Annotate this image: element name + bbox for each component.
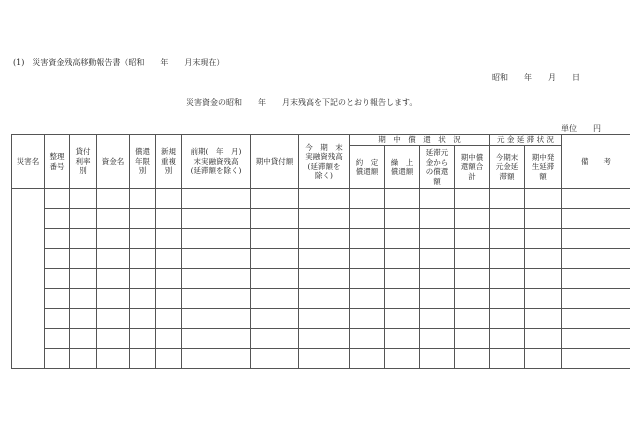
table-cell[interactable] <box>251 349 299 369</box>
table-cell[interactable] <box>251 229 299 249</box>
table-cell[interactable] <box>299 329 350 349</box>
table-cell[interactable] <box>350 309 385 329</box>
table-cell[interactable] <box>70 269 97 289</box>
table-cell[interactable] <box>156 189 182 209</box>
table-cell[interactable] <box>385 189 420 209</box>
table-cell[interactable] <box>182 229 251 249</box>
table-cell[interactable] <box>156 349 182 369</box>
report-date-line: 昭和 年 月 日 <box>492 73 580 82</box>
report-statement: 災害資金の昭和 年 月末残高を下記のとおり報告します。 <box>186 98 418 107</box>
table-cell[interactable] <box>562 249 630 269</box>
header-repayment-group: 期 中 償 還 状 況 <box>350 135 490 146</box>
table-cell[interactable] <box>156 289 182 309</box>
table-row <box>12 329 630 349</box>
disaster-name-cell[interactable] <box>12 189 45 369</box>
table-cell[interactable] <box>182 309 251 329</box>
table-cell[interactable] <box>490 329 525 349</box>
table-cell[interactable] <box>350 249 385 269</box>
table-cell[interactable] <box>350 189 385 209</box>
table-cell[interactable] <box>70 229 97 249</box>
table-cell[interactable] <box>251 249 299 269</box>
table-cell[interactable] <box>97 289 130 309</box>
table-row <box>12 209 630 229</box>
table-cell[interactable] <box>562 289 630 309</box>
table-cell[interactable] <box>385 349 420 369</box>
table-cell[interactable] <box>45 269 70 289</box>
table-cell[interactable] <box>45 329 70 349</box>
table-cell[interactable] <box>97 249 130 269</box>
table-row <box>12 349 630 369</box>
table-cell[interactable] <box>182 249 251 269</box>
table-cell[interactable] <box>156 249 182 269</box>
table-cell[interactable] <box>299 189 350 209</box>
table-cell[interactable] <box>490 209 525 229</box>
table-cell[interactable] <box>525 289 562 309</box>
table-cell[interactable] <box>130 249 156 269</box>
table-cell[interactable] <box>130 209 156 229</box>
header-repay-years: 償還 年限 別 <box>130 135 156 189</box>
table-cell[interactable] <box>562 189 630 209</box>
table-cell[interactable] <box>385 249 420 269</box>
table-cell[interactable] <box>182 189 251 209</box>
unit-label: 単位 円 <box>561 124 601 133</box>
table-cell[interactable] <box>420 229 455 249</box>
header-loan-rate: 貸付 利率 別 <box>70 135 97 189</box>
table-cell[interactable] <box>130 229 156 249</box>
header-prev-balance: 前期( 年 月) 末実融資残高 (延滞額を除く) <box>182 135 251 189</box>
header-period-repay-total: 期中償 還額合 計 <box>455 146 490 189</box>
table-cell[interactable] <box>130 189 156 209</box>
table-cell[interactable] <box>490 189 525 209</box>
table-cell[interactable] <box>299 229 350 249</box>
table-cell[interactable] <box>350 289 385 309</box>
table-cell[interactable] <box>490 229 525 249</box>
table-cell[interactable] <box>130 309 156 329</box>
table-cell[interactable] <box>70 189 97 209</box>
table-cell[interactable] <box>420 309 455 329</box>
header-arrears-repay: 延滞元 金から の償還 額 <box>420 146 455 189</box>
table-cell[interactable] <box>525 249 562 269</box>
table-cell[interactable] <box>182 209 251 229</box>
header-new-repeat: 新規 重複 別 <box>156 135 182 189</box>
table-cell[interactable] <box>455 349 490 369</box>
table-cell[interactable] <box>299 249 350 269</box>
header-early-repay: 繰 上 償還額 <box>385 146 420 189</box>
table-cell[interactable] <box>562 209 630 229</box>
table-cell[interactable] <box>385 209 420 229</box>
table-cell[interactable] <box>299 309 350 329</box>
table-cell[interactable] <box>45 309 70 329</box>
header-serial-no: 整理 番号 <box>45 135 70 189</box>
table-cell[interactable] <box>130 329 156 349</box>
table-cell[interactable] <box>97 329 130 349</box>
table-cell[interactable] <box>45 349 70 369</box>
table-row <box>12 309 630 329</box>
table-row <box>12 249 630 269</box>
table-cell[interactable] <box>562 309 630 329</box>
header-remarks: 備 考 <box>562 135 630 189</box>
table-cell[interactable] <box>525 189 562 209</box>
table-cell[interactable] <box>455 289 490 309</box>
section-title: (1) 災害資金残高移動報告書（昭和 年 月末現在） <box>13 58 225 67</box>
table-cell[interactable] <box>156 209 182 229</box>
table-cell[interactable] <box>385 329 420 349</box>
table-cell[interactable] <box>70 209 97 229</box>
table-cell[interactable] <box>455 249 490 269</box>
header-period-new-arrears: 期中発 生延滞 額 <box>525 146 562 189</box>
table-row <box>12 189 630 209</box>
table-cell[interactable] <box>420 289 455 309</box>
table-cell[interactable] <box>385 289 420 309</box>
table-cell[interactable] <box>97 309 130 329</box>
table-cell[interactable] <box>97 189 130 209</box>
table-cell[interactable] <box>45 249 70 269</box>
header-arrears-group: 元 金 延 滞 状 況 <box>490 135 562 146</box>
table-cell[interactable] <box>182 269 251 289</box>
table-cell[interactable] <box>156 329 182 349</box>
table-cell[interactable] <box>420 209 455 229</box>
table-cell[interactable] <box>385 229 420 249</box>
table-cell[interactable] <box>420 329 455 349</box>
table-cell[interactable] <box>350 329 385 349</box>
table-cell[interactable] <box>97 209 130 229</box>
table-cell[interactable] <box>525 209 562 229</box>
table-cell[interactable] <box>490 289 525 309</box>
table-cell[interactable] <box>420 189 455 209</box>
table-cell[interactable] <box>455 329 490 349</box>
table-cell[interactable] <box>455 309 490 329</box>
table-cell[interactable] <box>130 289 156 309</box>
table-cell[interactable] <box>45 229 70 249</box>
header-fund-name: 資金名 <box>97 135 130 189</box>
table-cell[interactable] <box>251 189 299 209</box>
table-cell[interactable] <box>299 209 350 229</box>
table-cell[interactable] <box>182 289 251 309</box>
table-cell[interactable] <box>70 289 97 309</box>
header-disaster-name: 災害名 <box>12 135 45 189</box>
table-cell[interactable] <box>251 329 299 349</box>
table-cell[interactable] <box>350 229 385 249</box>
table-cell[interactable] <box>45 189 70 209</box>
table-cell[interactable] <box>455 189 490 209</box>
table-cell[interactable] <box>455 229 490 249</box>
table-cell[interactable] <box>525 269 562 289</box>
table-cell[interactable] <box>97 229 130 249</box>
table-cell[interactable] <box>70 249 97 269</box>
table-cell[interactable] <box>562 349 630 369</box>
table-cell[interactable] <box>490 249 525 269</box>
table-cell[interactable] <box>97 349 130 369</box>
table-cell[interactable] <box>490 309 525 329</box>
table-cell[interactable] <box>490 269 525 289</box>
table-cell[interactable] <box>455 269 490 289</box>
table-row <box>12 269 630 289</box>
table-cell[interactable] <box>299 349 350 369</box>
table-cell[interactable] <box>156 269 182 289</box>
report-table <box>11 134 630 369</box>
table-cell[interactable] <box>182 349 251 369</box>
table-cell[interactable] <box>45 209 70 229</box>
table-cell[interactable] <box>70 329 97 349</box>
table-cell[interactable] <box>97 269 130 289</box>
header-period-loan: 期中貸付額 <box>251 135 299 189</box>
table-cell[interactable] <box>130 349 156 369</box>
table-cell[interactable] <box>525 229 562 249</box>
table-cell[interactable] <box>130 269 156 289</box>
table-cell[interactable] <box>251 209 299 229</box>
table-cell[interactable] <box>350 209 385 229</box>
table-cell[interactable] <box>562 269 630 289</box>
table-cell[interactable] <box>420 249 455 269</box>
table-cell[interactable] <box>350 269 385 289</box>
table-cell[interactable] <box>420 349 455 369</box>
table-cell[interactable] <box>455 209 490 229</box>
table-cell[interactable] <box>299 269 350 289</box>
table-cell[interactable] <box>420 269 455 289</box>
table-cell[interactable] <box>562 329 630 349</box>
table-cell[interactable] <box>70 309 97 329</box>
table-row <box>12 289 630 309</box>
table-cell[interactable] <box>525 309 562 329</box>
table-cell[interactable] <box>350 349 385 369</box>
table-row <box>12 229 630 249</box>
header-current-balance: 今 期 末 実融資残高 (延滞額を 除く) <box>299 135 350 189</box>
table-cell[interactable] <box>156 309 182 329</box>
table-cell[interactable] <box>251 309 299 329</box>
table-cell[interactable] <box>385 309 420 329</box>
table-cell[interactable] <box>490 349 525 369</box>
table-cell[interactable] <box>251 289 299 309</box>
table-cell[interactable] <box>385 269 420 289</box>
header-period-end-arrears: 今期末 元金延 滞額 <box>490 146 525 189</box>
table-cell[interactable] <box>525 349 562 369</box>
table-cell[interactable] <box>45 289 70 309</box>
table-cell[interactable] <box>70 349 97 369</box>
table-cell[interactable] <box>525 329 562 349</box>
table-cell[interactable] <box>251 269 299 289</box>
table-cell[interactable] <box>299 289 350 309</box>
table-cell[interactable] <box>182 329 251 349</box>
table-cell[interactable] <box>156 229 182 249</box>
header-contract-repay: 約 定 償還額 <box>350 146 385 189</box>
table-cell[interactable] <box>562 229 630 249</box>
